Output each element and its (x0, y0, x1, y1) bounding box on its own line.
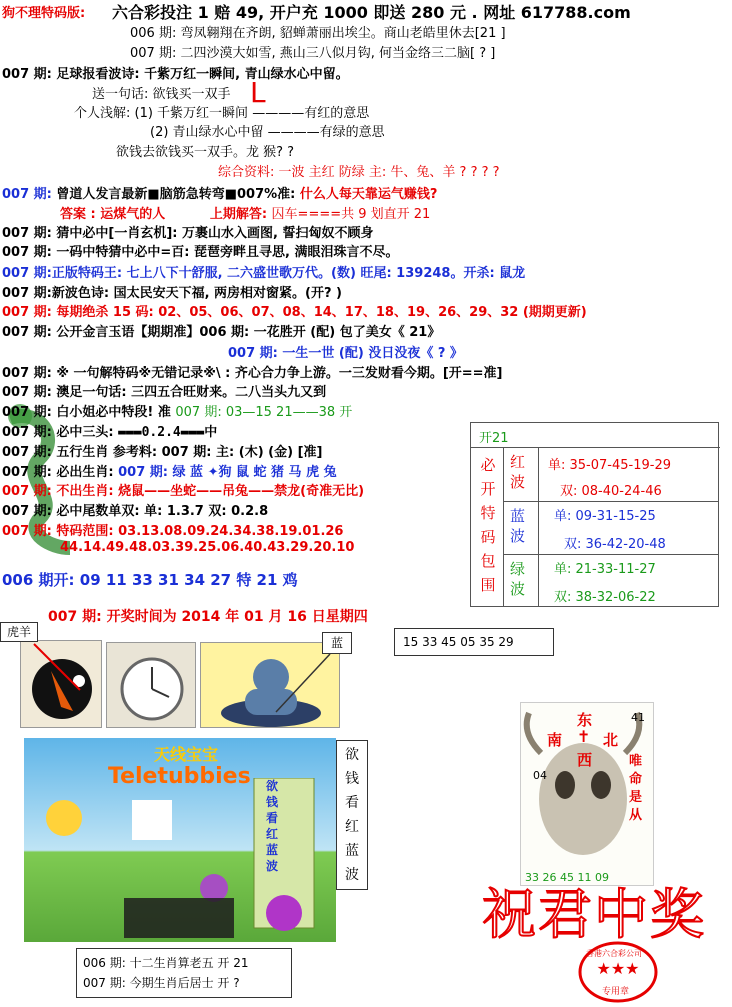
row17b: 44.14.49.48.03.39.25.06.40.43.29.20.10 (60, 540, 355, 555)
row16: 007 期: 必中尾数单双: 单: 1.3.7 双: 0.2.8 (2, 504, 269, 519)
footer-line2: 007 期: 今期生肖后居士 开 ? (83, 976, 240, 990)
row17a: 03.13.08.09.24.34.38.19.01.26 (118, 524, 344, 539)
row1-text: 曾道人发言最新■脑筋急转弯■007%准: (56, 187, 296, 202)
big-wish-text: 祝君中奖 (482, 883, 706, 946)
wave-side: 必 开 特 码 包 围 (480, 456, 496, 594)
wave-group-green: 绿波 单: 21-33-11-27 双: 38-32-06-22 (504, 555, 719, 607)
row15-label: 007 期: 不出生肖: (2, 484, 114, 499)
footer-line1: 006 期: 十二生肖算老五 开 21 (83, 956, 249, 970)
teletubbies-en: Teletubbies (108, 764, 251, 789)
row15: 烧鼠——坐蛇——吊兔——禁龙(奇准无比) (118, 484, 365, 499)
teletubbies-hint: 欲 钱 看 红 蓝 波 (265, 779, 278, 873)
row14: 007 期: 绿 蓝 ✦狗 鼠 蛇 猪 马 虎 兔 (118, 465, 337, 480)
callout-arrow-1 (30, 640, 90, 700)
header-left-title: 狗不理特码版: (2, 6, 86, 21)
wave-group-red: 红波 单: 35-07-45-19-29 双: 08-40-24-46 (504, 448, 719, 502)
draw-time: 007 期: 开奖时间为 2014 年 01 月 16 日星期四 (48, 609, 368, 625)
row13: 007 期: 五行生肖 参考料: 007 期: 主: (木) (金) [准] (2, 445, 323, 460)
skull-side: 唯 命 是 从 (629, 754, 643, 823)
teletubbies-image (24, 738, 336, 942)
callout-numbers: 15 33 45 05 35 29 (394, 628, 554, 656)
row1-label: 007 期: (2, 187, 52, 202)
skull-image: 东 南 ✝ 北 西 41 04 唯 命 是 从 33 26 45 11 09 (520, 702, 654, 886)
skull-num-a: 41 (631, 711, 645, 724)
row17-label: 007 期: 特码范围: (2, 524, 114, 539)
stamp-top: 香港六合彩公司 (586, 949, 642, 958)
row4: 007 期: 一码中特猜中必中=百: 琵琶旁畔且寻思, 满眼泪珠言不尽。 (2, 245, 399, 260)
skull-south: 南 (547, 731, 563, 749)
clock-thumbnail (106, 642, 196, 728)
wave-kai: 开21 (479, 431, 509, 446)
skull-bottom-nums: 33 26 45 11 09 (525, 871, 609, 884)
poem-007: 007 期: 二四沙漠大如雪, 燕山三八似月钩, 何当金络三二脑[ ? ] (130, 46, 496, 61)
wave-panel (470, 422, 719, 607)
send-line: 送一句话: 欲钱买一双手 (92, 87, 231, 102)
skull-east: 东 (577, 711, 593, 729)
row2-last-label: 上期解答: (209, 207, 268, 222)
skull-west: 西 (577, 751, 593, 769)
header-main: 六合彩投注 1 赔 49, 开户充 1000 即送 280 元 . 网址 617788.com (112, 3, 631, 22)
poem-006: 006 期: 弯凤翱翔在齐朗, 貂蝉萧丽出埃尘。商山老皓里休去[21 ] (130, 26, 506, 41)
row1-question: 什么人每天靠运气赚钱? (299, 187, 438, 202)
teletubbies-title: 天线宝宝 (154, 745, 219, 764)
callout-arrow-2 (270, 650, 340, 720)
callout-blue: 蓝 (322, 632, 352, 654)
row2-answer: 运煤气的人 (100, 207, 166, 222)
row11a: 007 期: 白小姐必中特段! 准 (2, 405, 171, 420)
callout-vertical: 欲 钱 看 红 蓝 波 (336, 740, 368, 890)
row12-bar: ▬▬▬0.2.4▬▬▬中 (118, 425, 218, 440)
result-line: 006 期开: 09 11 33 31 34 27 特 21 鸡 (2, 571, 298, 589)
stamp-bottom: 专用章 (602, 987, 630, 997)
interp-2: (2) 青山绿水心中留 ————有绿的意思 (150, 125, 385, 140)
interp-conclude: 欲钱去欲钱买一双手。龙 猴? ? (116, 145, 295, 160)
summary: 综合资料: 一波 主红 防绿 主: 牛、兔、羊 ? ? ? ? (218, 165, 500, 180)
svg-text:★★★: ★★★ (596, 959, 640, 978)
row12: 007 期: 必中三头: (2, 425, 119, 440)
football-line: 007 期: 足球报看波诗: 千紫万红一瞬间, 青山绿水心中留。 (2, 67, 349, 82)
row9: 007 期: ※ 一句解特码※无错记录※\ : 齐心合力争上游。一三发财看今期。[开==准] (2, 366, 503, 381)
wave-group-blue: 蓝波 单: 09-31-15-25 双: 36-42-20-48 (504, 502, 719, 555)
row8b: 007 期: 一生一世 (配) 没日没夜《 ? 》 (228, 346, 463, 361)
footer-box (76, 948, 292, 998)
row2-last: 囚车====共 9 划直开 21 (271, 207, 431, 222)
row8a: 007 期: 公开金言玉语【期期准】006 期: 一花胜开 (配) 包了美女《 21》 (2, 325, 441, 340)
row2-answer-label: 答案 : (60, 207, 96, 222)
row14-label: 007 期: 必出生肖: (2, 465, 114, 480)
row11b: 007 期: 03—15 21——38 开 (175, 405, 353, 420)
row10: 007 期: 澳足一句话: 三四五合旺财来。二八当头九又到 (2, 385, 327, 400)
red-mark: L (250, 76, 266, 109)
row6: 007 期:新波色诗: 国太民安天下福, 两房相对窗紧。(开? ) (2, 286, 342, 301)
company-stamp (576, 940, 660, 1004)
skull-num-b: 04 (533, 769, 547, 782)
interp-1: 个人浅解: (1) 千紫万红一瞬间 ————有红的意思 (74, 106, 370, 121)
callout-tiger-sheep: 虎羊 (0, 622, 38, 642)
row5: 007 期:正版特码王: 七上八下十舒服, 二六盛世歌万代。(数) 旺尾: 139248。开杀: 鼠龙 (2, 266, 526, 281)
row3: 007 期: 猜中必中[一肖玄机]: 万裹山水入画图, 誓扫匈奴不顾身 (2, 226, 374, 241)
row7: 007 期: 每期绝杀 15 码: 02、05、06、07、08、14、17、18、19、26、29、32 (期期更新) (2, 305, 587, 320)
skull-north: 北 (603, 731, 619, 749)
